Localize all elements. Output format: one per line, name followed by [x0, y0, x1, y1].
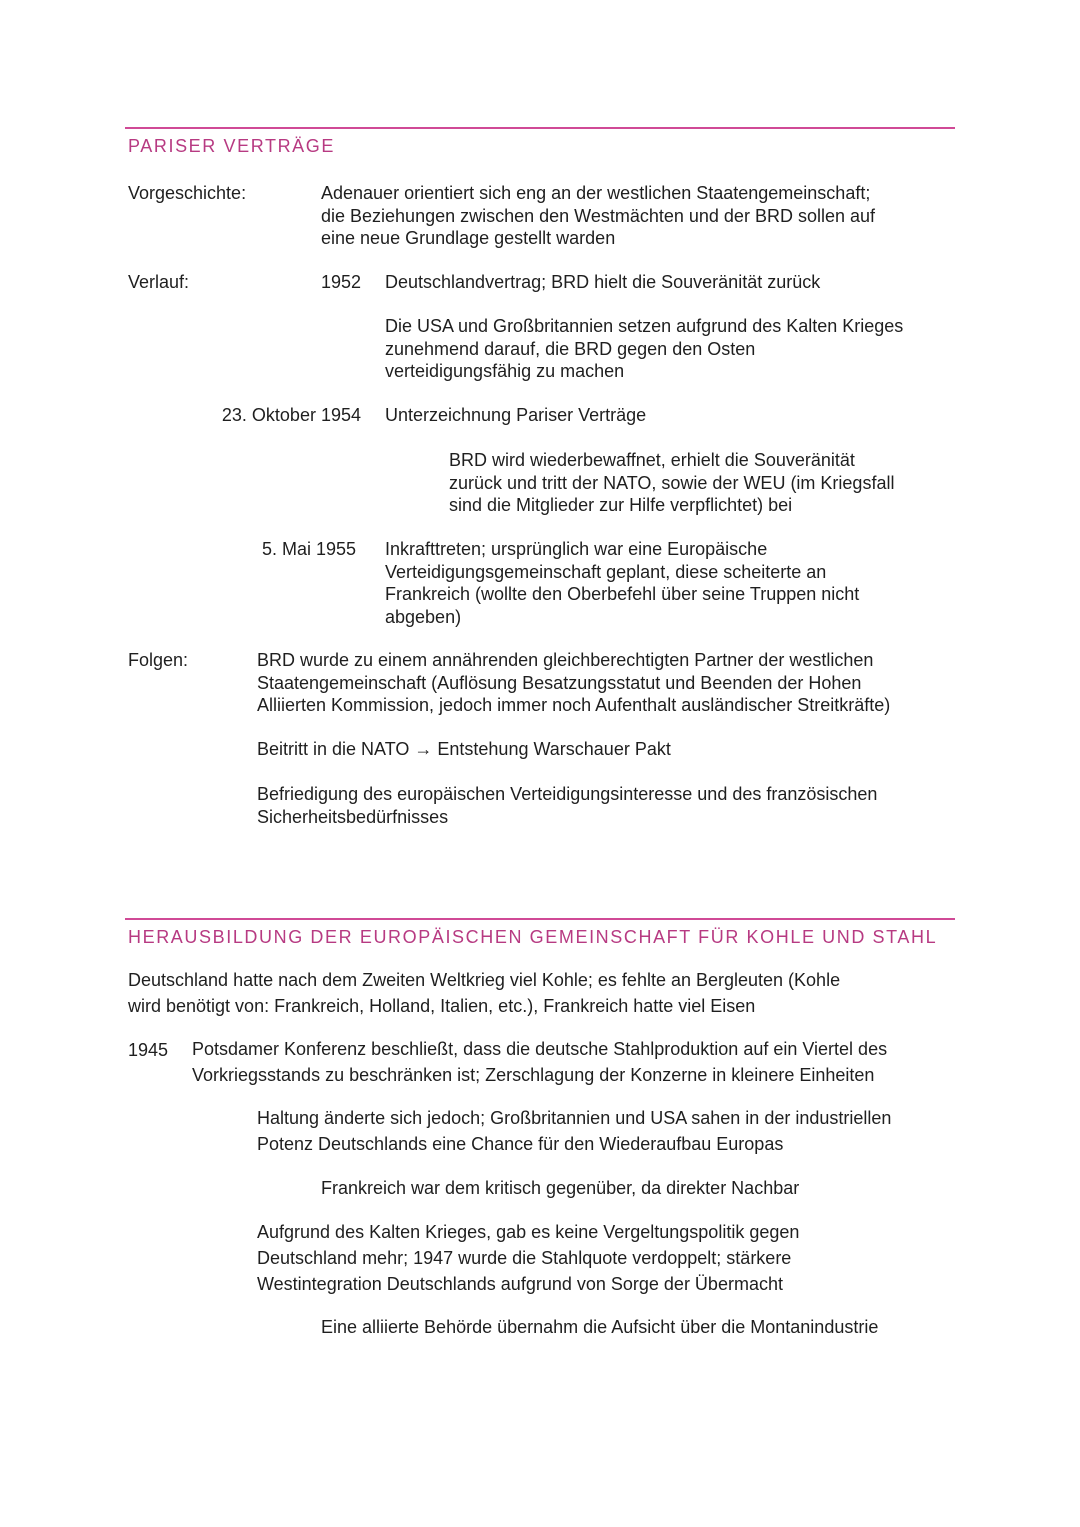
vorgeschichte-text: Adenauer orientiert sich eng an der westlichen Staatengemeinschaft; die Beziehungen zwischen den Westmächten und der BRD sollen auf eine neue Grundlage gestellt warden: [321, 183, 876, 248]
frankreich-text: Frankreich war dem kritisch gegenüber, da direkter Nachbar: [321, 1178, 800, 1198]
kalter-krieg-text: Aufgrund des Kalten Krieges, gab es keine Vergeltungspolitik gegen Deutschland mehr; 1947 wurde die Stahlquote verdoppelt; stärkere Westintegration Deutschlands aufgrund von Sorge der Übermacht: [257, 1222, 800, 1294]
haltung-text: Haltung änderte sich jedoch; Großbritannien und USA sahen in der industriellen Potenz Deutschlands eine Chance für den Wiederaufbau Europas: [257, 1108, 892, 1154]
section-title-pariser-vertraege: PARISER VERTRÄGE: [128, 136, 335, 156]
section-title-egks: HERAUSBILDUNG DER EUROPÄISCHEN GEMEINSCHAFT FÜR KOHLE UND STAHL: [128, 927, 938, 947]
potsdam-text: Potsdamer Konferenz beschließt, dass die deutsche Stahlproduktion auf ein Viertel des Vorkriegsstands zu beschränken ist; Zerschlagung der Konzerne in kleinere Einheiten: [192, 1039, 888, 1085]
entry-1952-text: Deutschlandvertrag; BRD hielt die Souveränität zurück: [385, 272, 821, 292]
entry-1954-text: Unterzeichnung Pariser Verträge: [385, 405, 647, 425]
intro-text: Deutschland hatte nach dem Zweiten Weltkrieg viel Kohle; es fehlte an Bergleuten (Kohle wird benötigt von: Frankreich, Holland, Italien, etc.), Frankreich hatte viel Eisen: [128, 970, 841, 1016]
label-vorgeschichte: Vorgeschichte:: [128, 183, 247, 203]
section-divider: [125, 918, 955, 920]
label-verlauf: Verlauf:: [128, 272, 190, 292]
year-1945: 1945: [128, 1040, 169, 1060]
usa-gb-text: Die USA und Großbritannien setzen aufgrund des Kalten Krieges zunehmend darauf, die BRD gegen den Osten verteidigungsfähig zu machen: [385, 316, 904, 381]
folgen-text: BRD wurde zu einem annährenden gleichberechtigten Partner der westlichen Staatengemeinschaft (Auflösung Besatzungsstatut und Beenden der Hohen Alliierten Kommission, jedoch immer noch Aufenthalt ausländischer Streitkräfte): [257, 650, 891, 715]
section-divider: [125, 127, 955, 129]
date-1952: 1952: [320, 272, 361, 292]
label-folgen: Folgen:: [128, 650, 189, 670]
entry-1955-text: Inkrafttreten; ursprünglich war eine Europäische Verteidigungsgemeinschaft geplant, diese scheiterte an Frankreich (wollte den Oberbefehl über seine Truppen nicht abgeben): [385, 539, 860, 627]
behoerde-text: Eine alliierte Behörde übernahm die Aufsicht über die Montanindustrie: [321, 1317, 879, 1337]
date-1954: 23. Oktober 1954: [221, 405, 361, 425]
befriedigung-text: Befriedigung des europäischen Verteidigungsinteresse und des französischen Sicherheitsbedürfnisses: [257, 784, 878, 827]
date-1955: 5. Mai 1955: [261, 539, 356, 559]
nato-beitritt-text: Beitritt in die NATO → Entstehung Warschauer Pakt: [257, 739, 671, 759]
brd-wiederbewaffnet-text: BRD wird wiederbewaffnet, erhielt die Souveränität zurück und tritt der NATO, sowie der WEU (im Kriegsfall sind die Mitglieder zur Hilfe verpflichtet) bei: [449, 450, 895, 515]
